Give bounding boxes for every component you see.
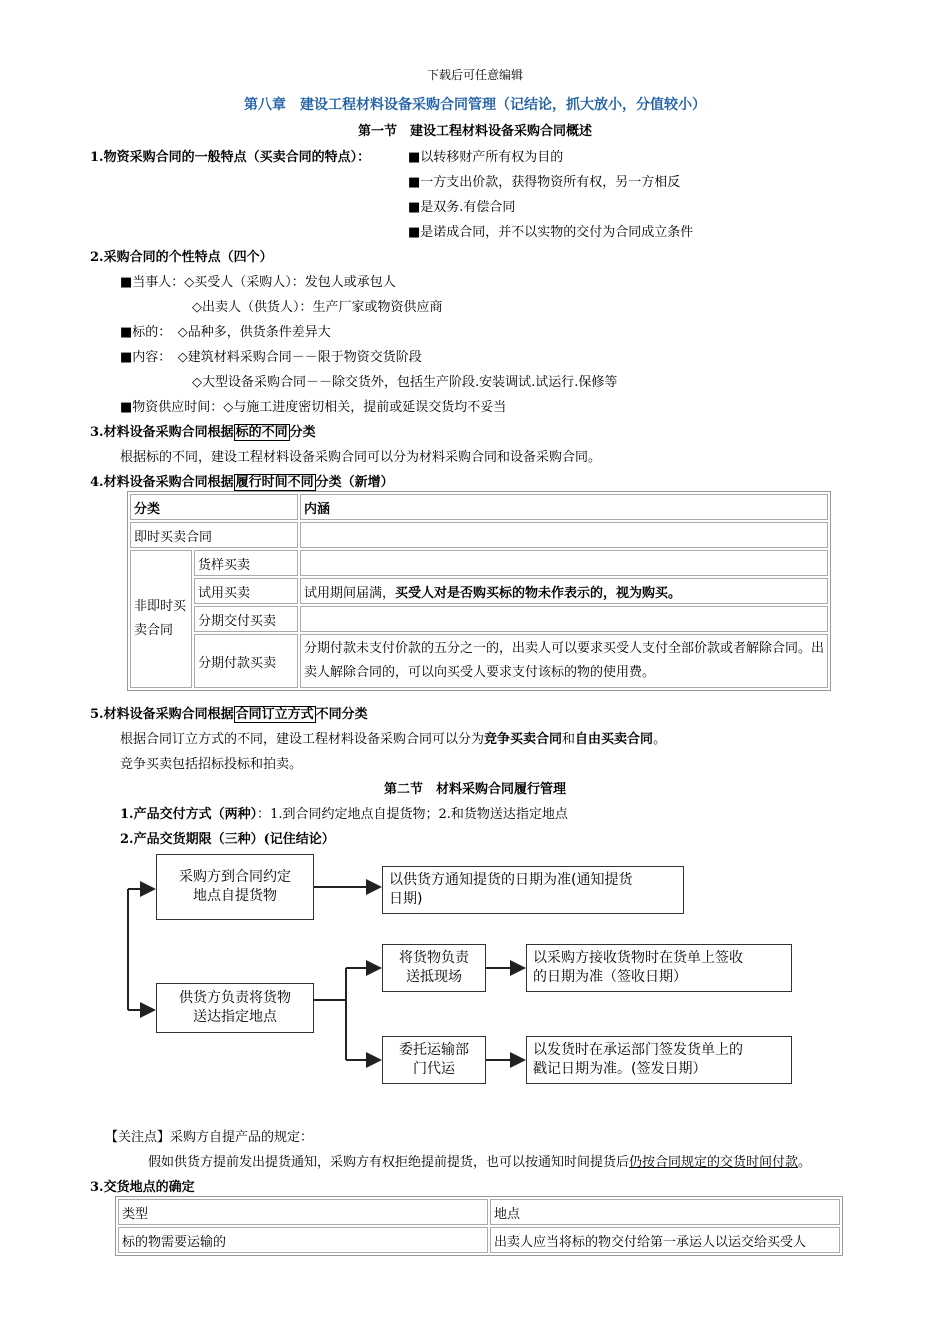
flow-box-issue-date: 以发货时在承运部门签发货单上的 戳记日期为准。(签发日期） (526, 1036, 792, 1084)
heading-5-body2: 竞争买卖包括招标投标和拍卖。 (120, 757, 303, 772)
flow-box-carrier: 委托运输部 门代运 (382, 1036, 486, 1084)
note-body: 假如供货方提前发出提货通知，采购方有权拒绝提前提货，也可以按通知时间提货后仍按合同规定的交货时间付款。 (148, 1155, 812, 1170)
section2-title: 第二节 材料采购合同履行管理 (383, 782, 566, 797)
heading-3-body: 根据标的不同，建设工程材料设备采购合同可以分为材料采购合同和设备采购合同。 (120, 450, 602, 465)
s2-point-3: 3.交货地点的确定 (90, 1180, 195, 1195)
table-cell-type: 货样买卖 (194, 550, 298, 576)
heading-4: 4.材料设备采购合同根据 履行时间不同 分类（新增） (90, 475, 394, 490)
h1-item: ■是诺成合同，并不以实物的交付为合同成立条件 (408, 225, 694, 240)
table-cell-desc: 试用期间届满，买受人对是否购买标的物未作表示的，视为购买。 (300, 578, 828, 604)
flow-box-self-pickup: 采购方到合同约定 地点自提货物 (156, 854, 314, 920)
table-header-type: 类型 (118, 1199, 488, 1225)
section1-title: 第一节 建设工程材料设备采购合同概述 (357, 124, 592, 139)
flow-box-delivery: 供货方负责将货物 送达指定地点 (156, 983, 314, 1033)
h2-line: ◇出卖人（供货人）：生产厂家或物资供应商 (192, 300, 443, 315)
chapter-title: 第八章 建设工程材料设备采购合同管理（记结论，抓大放小，分值较小） (244, 97, 706, 113)
h2-line: ■内容： ◇建筑材料采购合同－－限于物资交货阶段 (120, 350, 422, 365)
heading-5: 5.材料设备采购合同根据 合同订立方式 不同分类 (90, 707, 368, 722)
table-header-category: 分类 (130, 494, 298, 520)
table-cell-type: 分期交付买卖 (194, 606, 298, 632)
table-cell-type: 标的物需要运输的 (118, 1227, 488, 1253)
h2-line: ◇大型设备采购合同－－除交货外，包括生产阶段.安装调试.试运行.保修等 (192, 375, 618, 390)
table-header-meaning: 内涵 (300, 494, 828, 520)
s2-point-1: 1.产品交付方式（两种）：1.到合同约定地点自提货物；2.和货物送达指定地点 (120, 807, 568, 822)
note-label: 【关注点】采购方自提产品的规定： (105, 1130, 314, 1145)
table-header-place: 地点 (490, 1199, 840, 1225)
h1-item: ■以转移财产所有权为目的 (408, 150, 564, 165)
header-note: 下载后可任意编辑 (426, 68, 523, 82)
h1-item: ■一方支出价款，获得物资所有权，另一方相反 (408, 175, 681, 190)
flow-box-sign-date: 以采购方接收货物时在货单上签收 的日期为准（签收日期） (526, 944, 792, 992)
table-cell-desc: 分期付款未支付价款的五分之一的，出卖人可以要求买受人支付全部价款或者解除合同。出卖人解除合同的，可以向买受人要求支付该标的物的使用费。 (300, 634, 828, 688)
s2-point-2: 2.产品交货期限（三种）(记住结论） (120, 832, 335, 847)
heading-2: 2.采购合同的个性特点（四个） (90, 250, 273, 265)
h2-line: ■物资供应时间：◇与施工进度密切相关，提前或延误交货均不妥当 (120, 400, 507, 415)
table-cell-place: 出卖人应当将标的物交付给第一承运人以运交给买受人 (490, 1227, 840, 1253)
table-cell-type: 分期付款买卖 (194, 634, 298, 688)
heading-3: 3.材料设备采购合同根据 标的不同 分类 (90, 425, 316, 440)
table-cell-type: 试用买卖 (194, 578, 298, 604)
table-cell-group: 非即时买卖合同 (130, 550, 192, 688)
delivery-place-table (115, 1196, 843, 1256)
h2-line: ■标的： ◇品种多，供货条件差异大 (120, 325, 331, 340)
heading-5-body: 根据合同订立方式的不同，建设工程材料设备采购合同可以分为竞争买卖合同和自由买卖合同。 (120, 732, 667, 747)
h1-item: ■是双务.有偿合同 (408, 200, 516, 215)
flow-box-to-site: 将货物负责 送抵现场 (382, 944, 486, 992)
heading-1: 1.物资采购合同的一般特点（买卖合同的特点）： (90, 150, 371, 165)
table-cell-immediate: 即时买卖合同 (130, 522, 298, 548)
h2-line: ■当事人：◇买受人（采购人）：发包人或承包人 (120, 275, 396, 290)
flow-box-notice-date: 以供货方通知提货的日期为准(通知提货 日期) (382, 866, 684, 914)
